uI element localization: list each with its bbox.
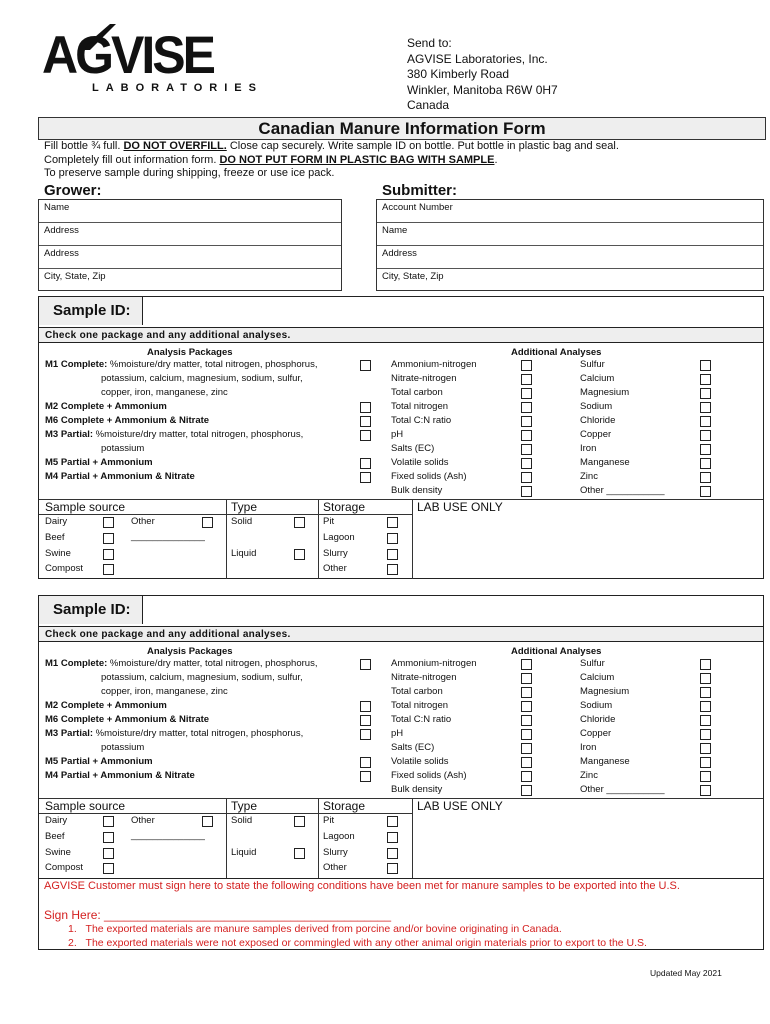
type-solid: Solid — [231, 516, 253, 527]
sign-here-line[interactable]: Sign Here: ___________________________________________ — [44, 908, 392, 922]
checkbox-add[interactable] — [700, 673, 711, 684]
submitter-account-field[interactable]: Account Number — [377, 200, 763, 223]
checkbox-other[interactable] — [202, 517, 213, 528]
add-ammonium: Ammonium-nitrogen — [391, 359, 477, 370]
source-heading: Sample source — [45, 799, 126, 813]
checkbox-add[interactable] — [700, 729, 711, 740]
add-calcium: Calcium — [580, 373, 615, 384]
add-fixed-solids: Fixed solids (Ash) — [391, 471, 467, 482]
add-nitrate: Nitrate-nitrogen — [391, 672, 457, 683]
pkg-m6: M6 Complete + Ammonium & Nitrate — [45, 714, 210, 725]
type-heading: Type — [231, 500, 258, 514]
checkbox-pit[interactable] — [387, 517, 398, 528]
checkbox-add[interactable] — [521, 430, 532, 441]
storage-other: Other — [323, 862, 347, 873]
add-sodium: Sodium — [580, 401, 613, 412]
grower-address-field[interactable]: Address — [39, 223, 341, 246]
additional-heading: Additional Analyses — [511, 347, 602, 358]
storage-heading: Storage — [323, 799, 366, 813]
checkbox-add[interactable] — [521, 673, 532, 684]
submitter-address-field[interactable]: Address — [377, 246, 763, 269]
checkbox-m1[interactable] — [360, 360, 371, 371]
pkg-m1 — [45, 658, 317, 669]
add-chloride: Chloride — [580, 714, 616, 725]
sample-id-label: Sample ID: — [39, 596, 143, 624]
condition-number: 2. — [68, 937, 77, 949]
checkbox-m6[interactable] — [360, 715, 371, 726]
checkbox-add[interactable] — [700, 715, 711, 726]
instr-text: To preserve sample during shipping, freeze or use ice pack. — [44, 167, 335, 179]
check-instruction: Check one package and any additional analyses. — [39, 626, 763, 642]
add-iron: Iron — [580, 443, 597, 454]
checkbox-add[interactable] — [521, 659, 532, 670]
checkbox-lagoon[interactable] — [387, 832, 398, 843]
sample-id-input[interactable] — [143, 297, 763, 325]
divider — [226, 798, 227, 878]
lab-use-only: LAB USE ONLY — [417, 799, 503, 813]
send-to-address — [407, 36, 558, 114]
checkbox-add[interactable] — [700, 687, 711, 698]
checkbox-swine[interactable] — [103, 848, 114, 859]
storage-slurry: Slurry — [323, 548, 348, 559]
source-heading: Sample source — [45, 500, 126, 514]
type-liquid: Liquid — [231, 548, 257, 559]
pkg-m5: M5 Partial + Ammonium — [45, 457, 153, 468]
add-sodium: Sodium — [580, 700, 613, 711]
add-magnesium: Magnesium — [580, 686, 630, 697]
source-other: Other — [131, 516, 155, 527]
checkbox-add[interactable] — [700, 472, 711, 483]
instr-text: Completely fill out information form. — [44, 153, 220, 166]
pkg-m2: M2 Complete + Ammonium — [45, 401, 167, 412]
checkbox-m2[interactable] — [360, 701, 371, 712]
divider — [412, 499, 413, 579]
sample-id-input[interactable] — [143, 596, 763, 624]
divider — [39, 499, 763, 500]
checkbox-add[interactable] — [521, 757, 532, 768]
sample-block-1 — [38, 296, 764, 579]
checkbox-add[interactable] — [521, 472, 532, 483]
grower-name-field[interactable]: Name — [39, 200, 341, 223]
checkbox-add[interactable] — [521, 687, 532, 698]
condition-text: The exported materials are manure samples derived from porcine and/or bovine originating in Canada. — [85, 923, 562, 935]
add-ammonium: Ammonium-nitrogen — [391, 658, 477, 669]
source-beef: Beef — [45, 532, 65, 543]
source-dairy: Dairy — [45, 516, 68, 527]
add-bulk-density: Bulk density — [391, 784, 443, 795]
checkbox-add[interactable] — [700, 486, 711, 497]
checkbox-add[interactable] — [700, 743, 711, 754]
grower-heading: Grower: — [44, 182, 102, 199]
agvise-logo — [40, 22, 263, 102]
divider — [39, 514, 412, 515]
checkbox-add[interactable] — [521, 785, 532, 796]
checkbox-pit[interactable] — [387, 816, 398, 827]
add-cn-ratio: Total C:N ratio — [391, 415, 452, 426]
packages-heading: Analysis Packages — [147, 347, 233, 358]
sample-block-2 — [38, 595, 764, 878]
add-volatile-solids: Volatile solids — [391, 756, 449, 767]
divider — [412, 798, 413, 878]
checkbox-add[interactable] — [700, 771, 711, 782]
pkg-m3-desc: potassium — [101, 443, 145, 454]
checkbox-add[interactable] — [521, 444, 532, 455]
checkbox-m5[interactable] — [360, 458, 371, 469]
checkbox-liquid[interactable] — [294, 549, 305, 560]
add-manganese: Manganese — [580, 457, 630, 468]
send-to-line: Winkler, Manitoba R6W 0H7 — [407, 82, 558, 97]
instr-text: . — [494, 153, 498, 166]
source-swine: Swine — [45, 847, 71, 858]
pkg-m1-desc: potassium, calcium, magnesium, sodium, sulfur, — [101, 672, 303, 683]
add-manganese: Manganese — [580, 756, 630, 767]
add-calcium: Calcium — [580, 672, 615, 683]
add-ph: pH — [391, 728, 404, 739]
pkg-desc: %moisture/dry matter, total nitrogen, phosphorus, — [107, 359, 318, 370]
type-heading: Type — [231, 799, 258, 813]
submitter-city-field[interactable]: City, State, Zip — [382, 271, 444, 282]
checkbox-m3[interactable] — [360, 430, 371, 441]
check-instruction: Check one package and any additional analyses. — [39, 327, 763, 343]
instructions — [44, 140, 619, 181]
checkbox-solid[interactable] — [294, 816, 305, 827]
grower-city-field[interactable]: City, State, Zip — [44, 271, 106, 282]
checkbox-m2[interactable] — [360, 402, 371, 413]
pkg-code: M3 Partial: — [45, 429, 94, 440]
storage-lagoon: Lagoon — [323, 532, 355, 543]
storage-slurry: Slurry — [323, 847, 348, 858]
pkg-desc: %moisture/dry matter, total nitrogen, phosphorus, — [93, 728, 304, 739]
add-other: Other ___________ — [580, 485, 665, 496]
source-beef: Beef — [45, 831, 65, 842]
storage-other: Other — [323, 563, 347, 574]
pkg-code: M1 Complete: — [45, 359, 108, 370]
instr-text: Close cap securely. Write sample ID on bottle. Put bottle in plastic bag and seal. — [226, 140, 619, 152]
checkbox-add[interactable] — [521, 360, 532, 371]
checkbox-swine[interactable] — [103, 549, 114, 560]
instr-text: Fill bottle ¾ full. — [44, 140, 124, 152]
checkbox-add[interactable] — [700, 785, 711, 796]
pkg-code: M1 Complete: — [45, 658, 108, 669]
condition-1 — [68, 923, 562, 935]
pkg-m1-desc: copper, iron, manganese, zinc — [101, 686, 228, 697]
checkbox-slurry[interactable] — [387, 549, 398, 560]
condition-text: The exported materials were not exposed or commingled with any other animal origin materials prior to export to the U.S. — [85, 937, 647, 949]
pkg-code: M3 Partial: — [45, 728, 94, 739]
checkbox-add[interactable] — [521, 771, 532, 782]
source-compost: Compost — [45, 862, 84, 873]
send-to-line: 380 Kimberly Road — [407, 67, 510, 81]
checkbox-lagoon[interactable] — [387, 533, 398, 544]
sample-id-label: Sample ID: — [39, 297, 143, 325]
form-title: Canadian Manure Information Form — [38, 117, 766, 140]
checkbox-add[interactable] — [521, 374, 532, 385]
checkbox-m5[interactable] — [360, 757, 371, 768]
checkbox-m4[interactable] — [360, 472, 371, 483]
source-dairy: Dairy — [45, 815, 68, 826]
source-other: Other — [131, 815, 155, 826]
divider — [318, 499, 319, 579]
type-solid: Solid — [231, 815, 253, 826]
type-liquid: Liquid — [231, 847, 257, 858]
add-other: Other ___________ — [580, 784, 665, 795]
add-fixed-solids: Fixed solids (Ash) — [391, 770, 467, 781]
add-iron: Iron — [580, 742, 597, 753]
checkbox-storage-other[interactable] — [387, 863, 398, 874]
checkbox-compost[interactable] — [103, 564, 114, 575]
checkbox-add[interactable] — [700, 430, 711, 441]
add-total-carbon: Total carbon — [391, 686, 443, 697]
updated-date: Updated May 2021 — [650, 968, 722, 978]
checkbox-add[interactable] — [700, 360, 711, 371]
lab-use-only: LAB USE ONLY — [417, 500, 503, 514]
condition-2 — [68, 937, 647, 949]
instr-emphasis: DO NOT PUT FORM IN PLASTIC BAG WITH SAMPLE — [219, 153, 495, 166]
pkg-m1 — [45, 359, 317, 370]
divider — [318, 798, 319, 878]
checkbox-add[interactable] — [521, 458, 532, 469]
checkbox-add[interactable] — [700, 374, 711, 385]
checkbox-add[interactable] — [521, 715, 532, 726]
checkbox-add[interactable] — [521, 743, 532, 754]
checkbox-add[interactable] — [521, 486, 532, 497]
pkg-m2: M2 Complete + Ammonium — [45, 700, 167, 711]
checkbox-m6[interactable] — [360, 416, 371, 427]
logo-word: AGVISE — [42, 25, 213, 85]
checkbox-compost[interactable] — [103, 863, 114, 874]
divider — [39, 813, 412, 814]
add-cn-ratio: Total C:N ratio — [391, 714, 452, 725]
divider — [39, 798, 763, 799]
pkg-m1-desc: potassium, calcium, magnesium, sodium, sulfur, — [101, 373, 303, 384]
add-copper: Copper — [580, 728, 612, 739]
pkg-m4: M4 Partial + Ammonium & Nitrate — [45, 770, 195, 781]
checkbox-add[interactable] — [700, 388, 711, 399]
submitter-name-field[interactable]: Name — [377, 223, 763, 246]
additional-heading: Additional Analyses — [511, 646, 602, 657]
pkg-m6: M6 Complete + Ammonium & Nitrate — [45, 415, 210, 426]
add-ph: pH — [391, 429, 404, 440]
divider — [226, 499, 227, 579]
checkbox-add[interactable] — [700, 402, 711, 413]
packages-heading: Analysis Packages — [147, 646, 233, 657]
checkbox-m1[interactable] — [360, 659, 371, 670]
add-total-nitrogen: Total nitrogen — [391, 401, 449, 412]
add-magnesium: Magnesium — [580, 387, 630, 398]
storage-heading: Storage — [323, 500, 366, 514]
checkbox-dairy[interactable] — [103, 517, 114, 528]
checkbox-add[interactable] — [700, 659, 711, 670]
checkbox-add[interactable] — [700, 444, 711, 455]
source-swine: Swine — [45, 548, 71, 559]
add-zinc: Zinc — [580, 770, 598, 781]
checkbox-add[interactable] — [521, 388, 532, 399]
checkbox-slurry[interactable] — [387, 848, 398, 859]
export-statement: AGVISE Customer must sign here to state the following conditions have been met for manure samples to be exported into the U.S. — [44, 880, 680, 892]
source-other-line[interactable]: ______________ — [131, 830, 205, 841]
storage-pit: Pit — [323, 815, 335, 826]
add-sulfur: Sulfur — [580, 658, 605, 669]
pkg-m3-desc: potassium — [101, 742, 145, 753]
send-to-line: Send to: — [407, 36, 452, 50]
add-zinc: Zinc — [580, 471, 598, 482]
send-to-line: AGVISE Laboratories, Inc. — [407, 51, 548, 66]
checkbox-m3[interactable] — [360, 729, 371, 740]
pkg-m4: M4 Partial + Ammonium & Nitrate — [45, 471, 195, 482]
checkbox-add[interactable] — [700, 701, 711, 712]
pkg-desc: %moisture/dry matter, total nitrogen, phosphorus, — [93, 429, 304, 440]
add-nitrate: Nitrate-nitrogen — [391, 373, 457, 384]
add-sulfur: Sulfur — [580, 359, 605, 370]
checkbox-add[interactable] — [521, 729, 532, 740]
pkg-m5: M5 Partial + Ammonium — [45, 756, 153, 767]
add-copper: Copper — [580, 429, 612, 440]
checkbox-add[interactable] — [700, 757, 711, 768]
checkbox-beef[interactable] — [103, 533, 114, 544]
pkg-m3 — [45, 429, 303, 440]
checkbox-add[interactable] — [700, 458, 711, 469]
add-salts: Salts (EC) — [391, 443, 435, 454]
add-salts: Salts (EC) — [391, 742, 435, 753]
condition-number: 1. — [68, 923, 77, 935]
pkg-m1-desc: copper, iron, manganese, zinc — [101, 387, 228, 398]
pkg-m3 — [45, 728, 303, 739]
source-other-line[interactable]: ______________ — [131, 531, 205, 542]
source-compost: Compost — [45, 563, 84, 574]
pkg-desc: %moisture/dry matter, total nitrogen, phosphorus, — [107, 658, 318, 669]
checkbox-storage-other[interactable] — [387, 564, 398, 575]
checkbox-m4[interactable] — [360, 771, 371, 782]
storage-lagoon: Lagoon — [323, 831, 355, 842]
checkbox-beef[interactable] — [103, 832, 114, 843]
checkbox-add[interactable] — [521, 402, 532, 413]
checkbox-liquid[interactable] — [294, 848, 305, 859]
checkbox-add[interactable] — [521, 701, 532, 712]
checkbox-other[interactable] — [202, 816, 213, 827]
send-to-line: Canada — [407, 98, 450, 112]
instr-emphasis: DO NOT OVERFILL. — [123, 140, 227, 152]
add-total-nitrogen: Total nitrogen — [391, 700, 449, 711]
add-chloride: Chloride — [580, 415, 616, 426]
checkbox-dairy[interactable] — [103, 816, 114, 827]
add-bulk-density: Bulk density — [391, 485, 443, 496]
checkbox-add[interactable] — [521, 416, 532, 427]
submitter-heading: Submitter: — [382, 182, 457, 199]
logo-sub: LABORATORIES — [92, 82, 263, 94]
checkbox-solid[interactable] — [294, 517, 305, 528]
add-volatile-solids: Volatile solids — [391, 457, 449, 468]
add-total-carbon: Total carbon — [391, 387, 443, 398]
checkbox-add[interactable] — [700, 416, 711, 427]
grower-address2-field[interactable]: Address — [39, 246, 341, 269]
storage-pit: Pit — [323, 516, 335, 527]
